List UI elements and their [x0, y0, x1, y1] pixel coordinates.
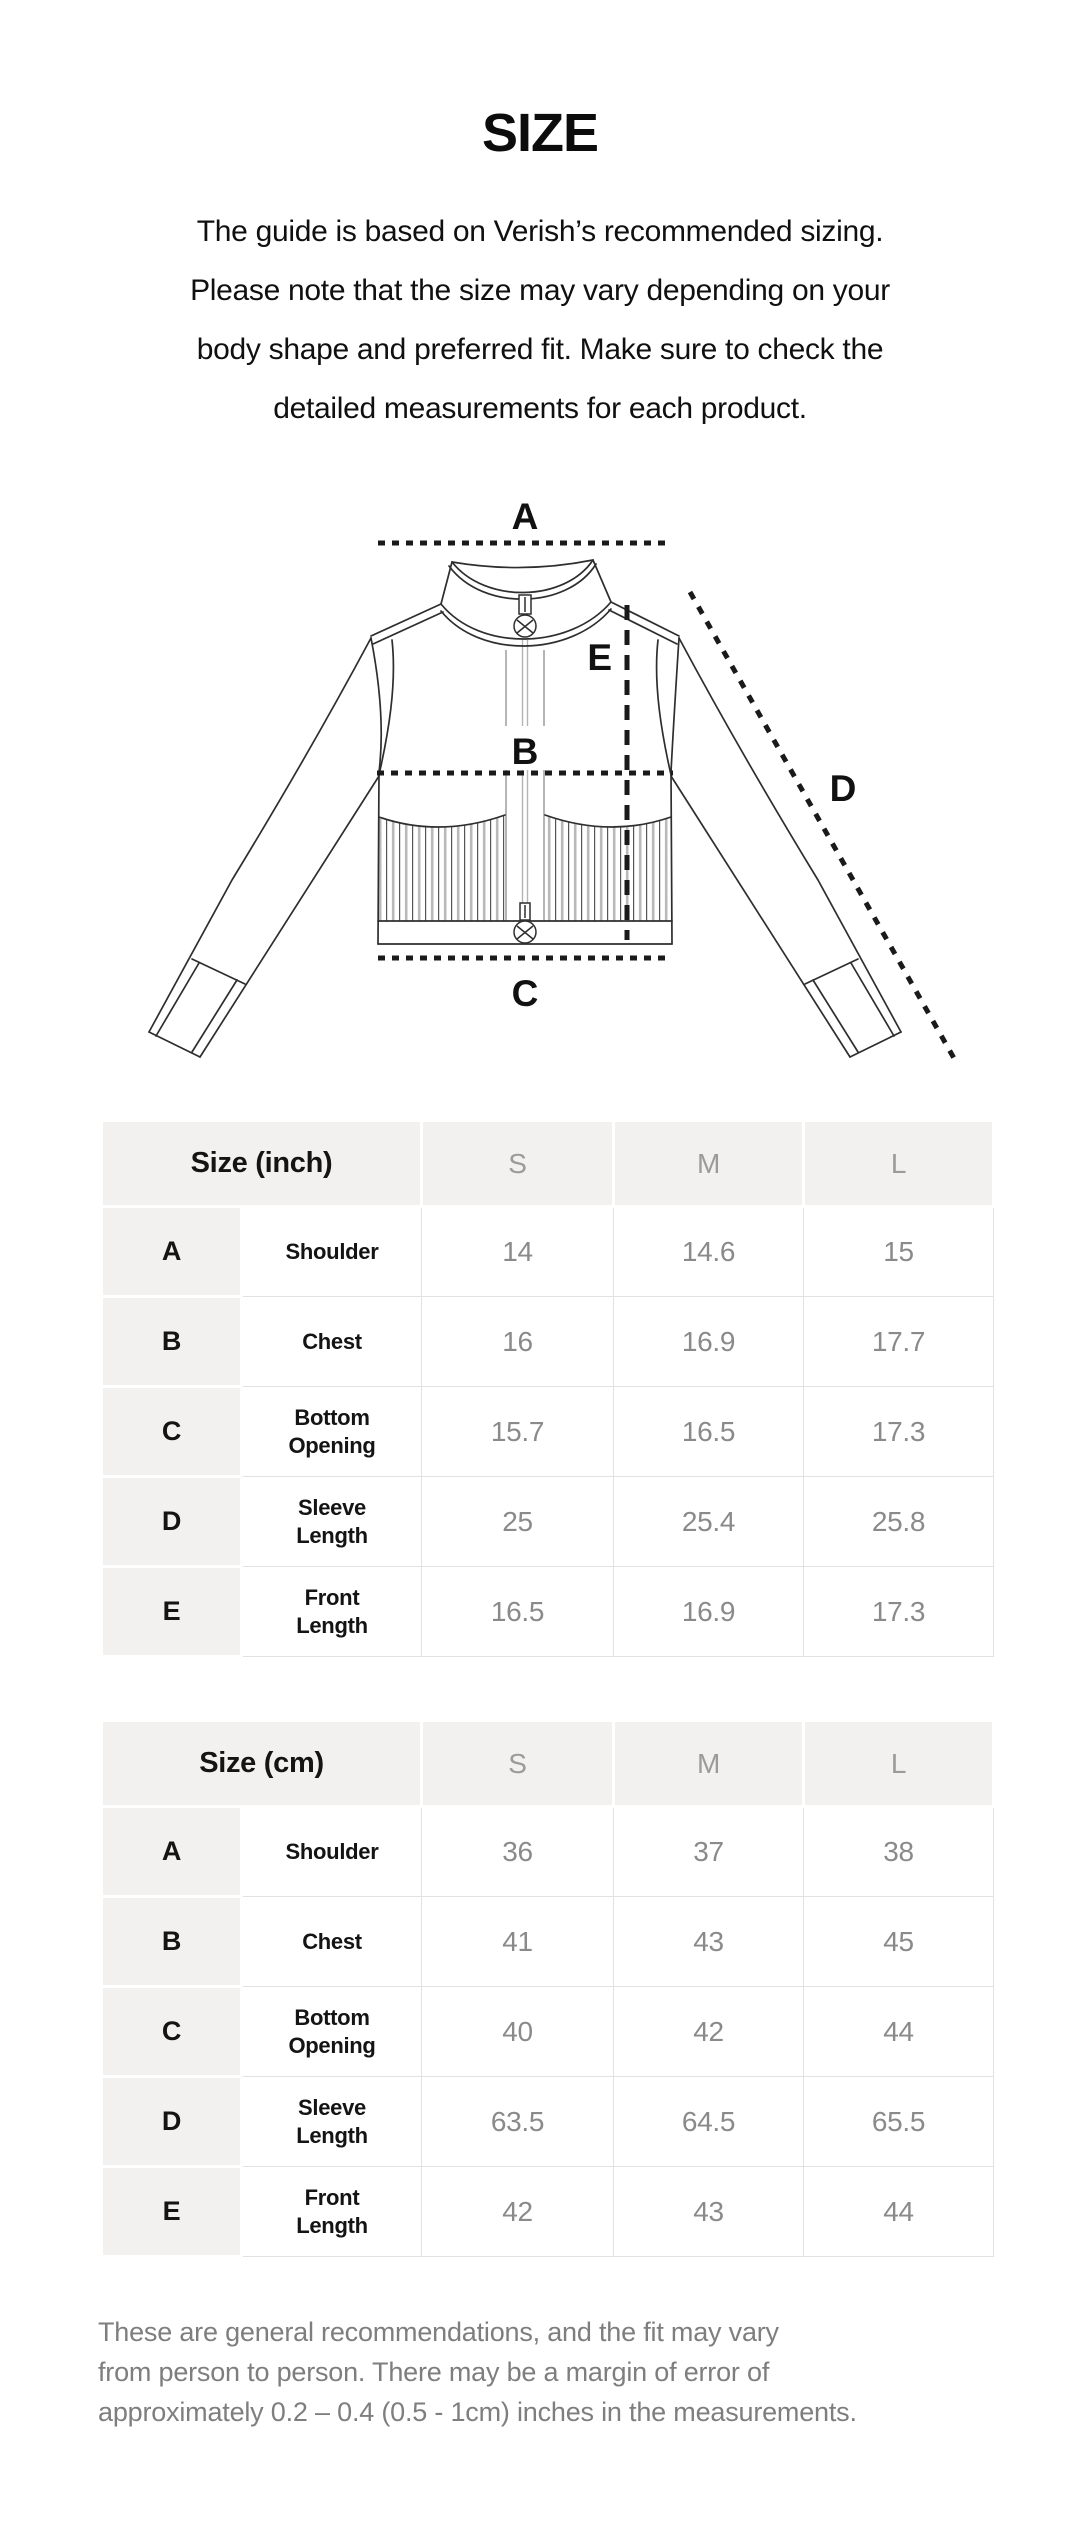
- measure-letter: B: [102, 1297, 242, 1387]
- measure-label: Shoulder: [242, 1807, 422, 1897]
- table-row-b: [102, 1297, 994, 1387]
- page-title: SIZE: [481, 103, 599, 163]
- measure-letter: A: [102, 1207, 242, 1297]
- measure-value-l: 44: [804, 1987, 994, 2077]
- measure-value-m: 25.4: [614, 1477, 804, 1567]
- measure-label: Bottom Opening: [242, 1387, 422, 1477]
- table-title-cm: Size (cm): [102, 1721, 422, 1807]
- measure-value-s: 14: [422, 1207, 614, 1297]
- size-table-cm: [100, 1719, 995, 2258]
- measurement-lines: [377, 543, 955, 1060]
- intro-line: detailed measurements for each product.: [273, 392, 807, 425]
- measure-value-m: 37: [614, 1807, 804, 1897]
- intro-paragraph: [90, 202, 990, 438]
- size-table-inch: [100, 1119, 995, 1658]
- table-row-e: [102, 2167, 994, 2257]
- measure-value-l: 38: [804, 1807, 994, 1897]
- table-row-a: [102, 1207, 994, 1297]
- table-row-e: [102, 1567, 994, 1657]
- measure-value-s: 25: [422, 1477, 614, 1567]
- measure-value-m: 14.6: [614, 1207, 804, 1297]
- measure-value-m: 42: [614, 1987, 804, 2077]
- measure-value-m: 16.9: [614, 1567, 804, 1657]
- size-column-header-l: L: [804, 1121, 994, 1207]
- intro-line: The guide is based on Verish’s recommended sizing.: [196, 215, 884, 248]
- table-row-c: [102, 1387, 994, 1477]
- measure-letter: C: [102, 1987, 242, 2077]
- measure-value-l: 25.8: [804, 1477, 994, 1567]
- measure-value-s: 40: [422, 1987, 614, 2077]
- measure-value-m: 43: [614, 1897, 804, 1987]
- table-row-c: [102, 1987, 994, 2077]
- measure-label: Sleeve Length: [242, 1477, 422, 1567]
- footer-note: [98, 2312, 1018, 2432]
- measure-letter: A: [102, 1807, 242, 1897]
- measure-label: Chest: [242, 1897, 422, 1987]
- zipper-pull-top: [514, 595, 536, 637]
- diagram-label-c: C: [511, 973, 539, 1014]
- diagram-label-b: B: [511, 731, 539, 772]
- table-row-a: [102, 1807, 994, 1897]
- size-column-header-l: L: [804, 1721, 994, 1807]
- measure-value-m: 64.5: [614, 2077, 804, 2167]
- measure-label: Sleeve Length: [242, 2077, 422, 2167]
- zipper-pull-bottom: [514, 903, 536, 943]
- table-row-b: [102, 1897, 994, 1987]
- size-column-header-s: S: [422, 1721, 614, 1807]
- measure-value-s: 16: [422, 1297, 614, 1387]
- measure-label: Front Length: [242, 1567, 422, 1657]
- measure-value-m: 16.5: [614, 1387, 804, 1477]
- intro-line: body shape and preferred fit. Make sure to check the: [196, 333, 884, 366]
- measure-line-d: [690, 592, 955, 1060]
- size-column-header-m: M: [614, 1121, 804, 1207]
- diagram-label-a: A: [511, 496, 539, 537]
- measure-letter: E: [102, 2167, 242, 2257]
- measure-value-s: 15.7: [422, 1387, 614, 1477]
- measure-letter: D: [102, 1477, 242, 1567]
- measure-value-l: 65.5: [804, 2077, 994, 2167]
- measure-value-l: 17.3: [804, 1567, 994, 1657]
- size-column-header-s: S: [422, 1121, 614, 1207]
- table-row-d: [102, 1477, 994, 1567]
- measure-letter: D: [102, 2077, 242, 2167]
- measure-value-s: 42: [422, 2167, 614, 2257]
- table-row-d: [102, 2077, 994, 2167]
- measure-value-l: 15: [804, 1207, 994, 1297]
- footer-line: approximately 0.2 – 0.4 (0.5 - 1cm) inches in the measurements.: [98, 2397, 857, 2427]
- measure-value-s: 36: [422, 1807, 614, 1897]
- measure-value-s: 41: [422, 1897, 614, 1987]
- table-title-inch: Size (inch): [102, 1121, 422, 1207]
- size-column-header-m: M: [614, 1721, 804, 1807]
- measure-label: Bottom Opening: [242, 1987, 422, 2077]
- measure-label: Front Length: [242, 2167, 422, 2257]
- measure-value-s: 63.5: [422, 2077, 614, 2167]
- measure-letter: B: [102, 1897, 242, 1987]
- footer-line: from person to person. There may be a margin of error of: [98, 2357, 770, 2387]
- intro-line: Please note that the size may vary depending on your: [190, 274, 890, 307]
- diagram-label-e: E: [587, 637, 612, 678]
- measure-value-m: 43: [614, 2167, 804, 2257]
- jacket-measurement-diagram: [0, 440, 1080, 1080]
- measure-value-l: 45: [804, 1897, 994, 1987]
- measure-label: Chest: [242, 1297, 422, 1387]
- measure-value-m: 16.9: [614, 1297, 804, 1387]
- measure-value-l: 44: [804, 2167, 994, 2257]
- measure-letter: C: [102, 1387, 242, 1477]
- measure-letter: E: [102, 1567, 242, 1657]
- zipper-placket: [506, 640, 544, 921]
- measure-value-l: 17.7: [804, 1297, 994, 1387]
- measure-value-l: 17.3: [804, 1387, 994, 1477]
- measure-value-s: 16.5: [422, 1567, 614, 1657]
- diagram-label-d: D: [829, 768, 857, 809]
- measure-label: Shoulder: [242, 1207, 422, 1297]
- footer-line: These are general recommendations, and the fit may vary: [98, 2317, 779, 2347]
